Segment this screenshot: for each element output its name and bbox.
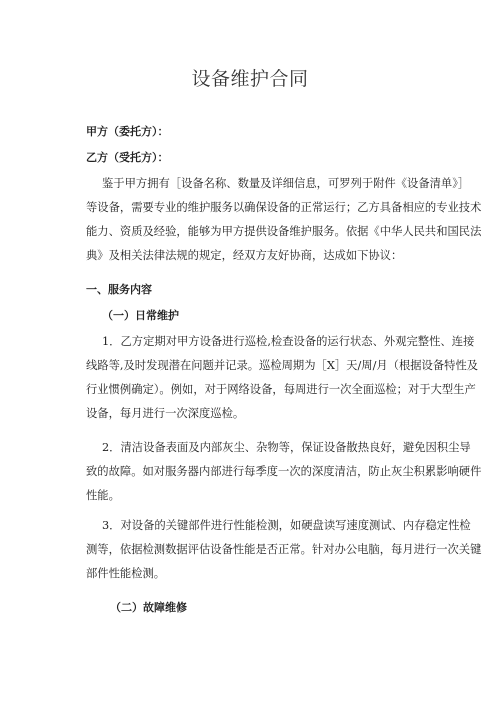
item-line: 2．清洁设备表面及内部灰尘、杂物等，保证设备散热良好，避免因积尘导 [102, 441, 471, 454]
document-title: 设备维护合同 [191, 68, 309, 90]
item-line: 线路等,及时发现潜在问题并记录。巡检周期为［X］天/周/月（根据设备特性及 [86, 359, 479, 372]
party-b-label: 乙方（受托方）： [86, 151, 169, 164]
item-line: 部件性能检测。 [86, 567, 166, 580]
item-line: 测等，依据检测数据评估设备性能是否正常。针对办公电脑，每月进行一次关键 [86, 543, 482, 556]
item-line: 行业惯例确定）。例如，对于网络设备，每周进行一次全面巡检；对于大型生产 [86, 383, 476, 396]
preamble-line: 典》及相关法律法规的规定，经双方友好协商，达成如下协议： [86, 249, 403, 262]
section-heading-service-content: 一、服务内容 [86, 283, 152, 296]
item-1-paragraph [86, 330, 479, 426]
item-line: 1．乙方定期对甲方设备进行巡检,检查设备的运行状态、外观完整性、连接 [102, 335, 475, 348]
subsection-heading-daily-maintenance: （一）日常维护 [102, 309, 179, 322]
party-a-label: 甲方（委托方）： [86, 125, 169, 138]
item-2-paragraph [86, 436, 482, 508]
item-line: 致的故障。如对服务器内部进行每季度一次的深度清洁，防止灰尘积累影响硬件 [86, 465, 482, 478]
item-line: 3．对设备的关键部件进行性能检测，如硬盘读写速度测试、内存稳定性检 [102, 519, 471, 532]
preamble-line: 等设备，需要专业的维护服务以确保设备的正常运行；乙方具备相应的专业技术 [86, 201, 482, 214]
preamble-paragraph [86, 172, 482, 268]
preamble-line: 鉴于甲方拥有［设备名称、数量及详细信息，可罗列于附件《设备清单》］ [102, 177, 470, 190]
item-line: 性能。 [86, 489, 120, 502]
preamble-line: 能力、资质及经验，能够为甲方提供设备维护服务。依据《中华人民共和国民法 [86, 225, 482, 238]
item-3-paragraph [86, 514, 482, 586]
item-line: 设备，每月进行一次深度巡检。 [86, 407, 245, 420]
subsection-heading-fault-repair: （二）故障维修 [110, 601, 187, 614]
